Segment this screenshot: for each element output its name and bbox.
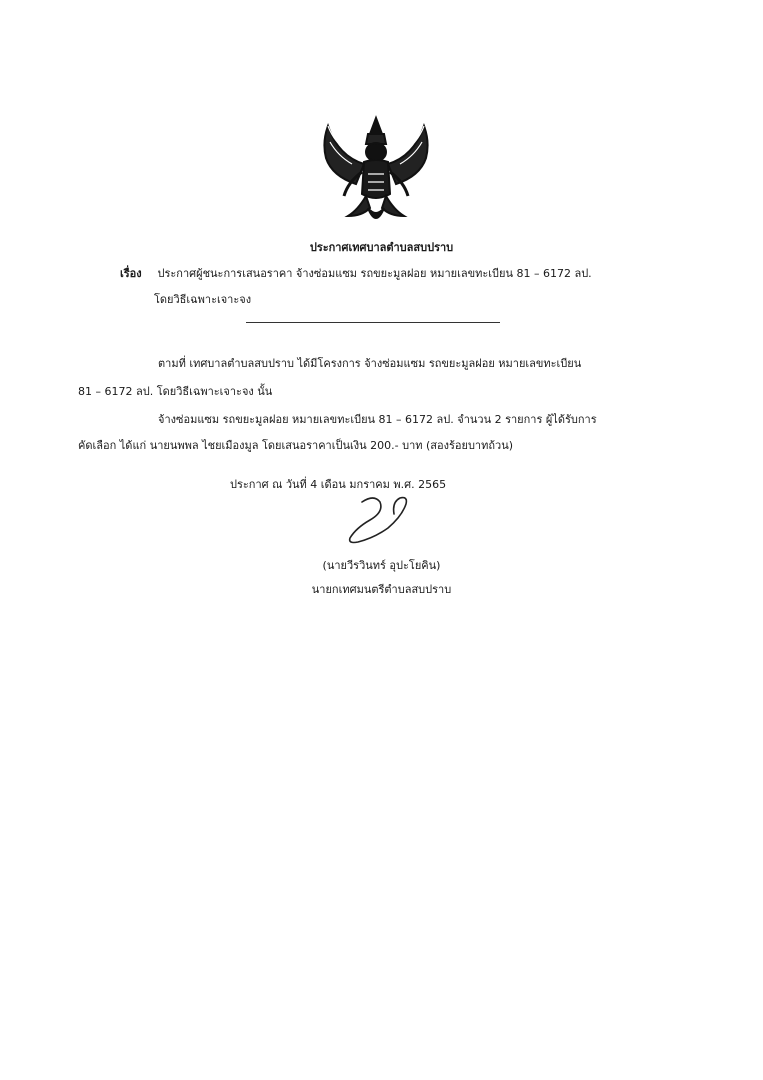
paragraph-1-line-2: 81 – 6172 ลป. โดยวิธีเฉพาะเจาะจง นั้น [78,385,273,398]
handwritten-signature-icon [340,492,420,548]
divider-line [246,322,500,323]
signer-title: นายกเทศมนตรีตำบลสบปราบ [311,583,452,596]
paragraph-1-line-1: ตามที่ เทศบาลตำบลสบปราบ ได้มีโครงการ จ้างซ่อมแซม รถขยะมูลฝอย หมายเลขทะเบียน [158,357,582,370]
subject-line [120,264,592,282]
paragraph-2-line-2: คัดเลือก ได้แก่ นายนพพล ไชยเมืองมูล โดยเสนอราคาเป็นเงิน 200.- บาท (สองร้อยบาทถ้วน) [78,439,513,452]
subject-label: เรื่อง [120,267,142,280]
signer-name: (นายวีรวินทร์ อุปะโยคิน) [322,559,441,572]
garuda-emblem-icon [318,112,434,232]
subject-text: ประกาศผู้ชนะการเสนอราคา จ้างซ่อมแซม รถขยะมูลฝอย หมายเลขทะเบียน 81 – 6172 ลป. [157,267,592,280]
subject-text-continued: โดยวิธีเฉพาะเจาะจง [154,293,252,306]
announcement-date: ประกาศ ณ วันที่ 4 เดือน มกราคม พ.ศ. 2565 [230,478,447,491]
announcement-title: ประกาศเทศบาลตำบลสบปราบ [309,241,454,254]
paragraph-2-line-1: จ้างซ่อมแซม รถขยะมูลฝอย หมายเลขทะเบียน 81 – 6172 ลป. จำนวน 2 รายการ ผู้ได้รับการ [158,413,597,426]
